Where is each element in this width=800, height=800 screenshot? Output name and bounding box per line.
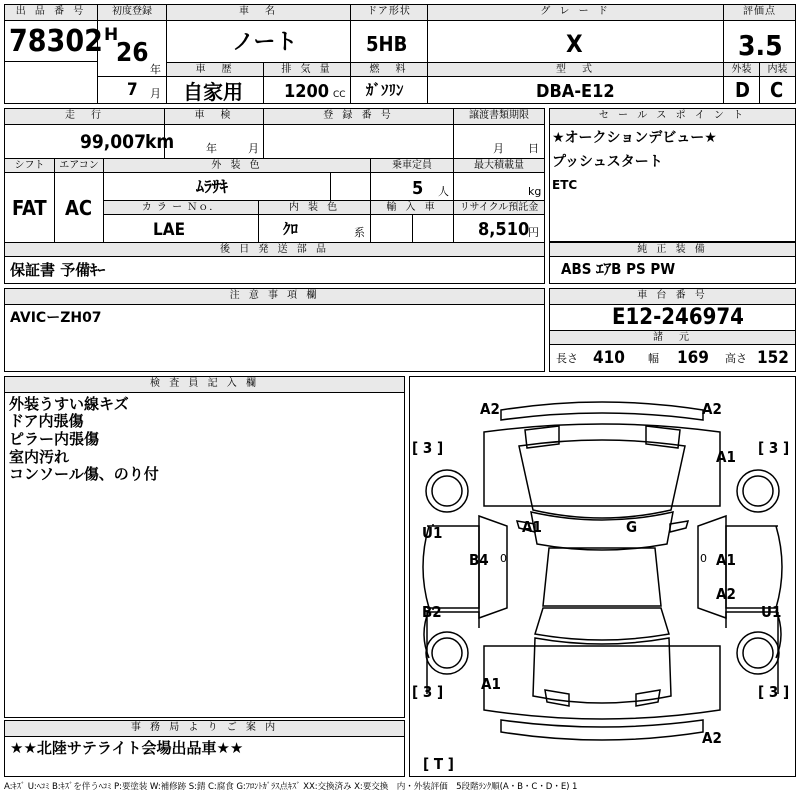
damage-mark-a2-front-right: A2 — [702, 400, 722, 418]
reg-era: H — [104, 25, 119, 45]
inspection-header: 車 検 — [165, 109, 263, 125]
model-code: DBA-E12 — [536, 81, 615, 102]
lot-number: 78302 — [9, 24, 103, 59]
load-header: 最大積載量 — [454, 159, 544, 173]
mileage-unit: km — [145, 131, 175, 153]
later-header: 後 日 発 送 部 品 — [5, 243, 544, 257]
shift-header: シフト — [5, 159, 54, 173]
reg-month-unit: 月 — [150, 87, 161, 100]
later-parts: 保証書 予備ｷｰ — [10, 261, 106, 279]
capacity-header: 乗車定員 — [371, 159, 453, 173]
damage-mark-u1-right: U1 — [761, 603, 782, 621]
damage-mark-a1-right-fender: A1 — [716, 448, 736, 466]
damage-mark-a2-rear: A2 — [702, 729, 722, 747]
office-header: 事 務 局 よ り ご 案 内 — [5, 721, 404, 737]
width-label: 幅 — [648, 352, 659, 365]
legend: A:ｷｽﾞ U:ﾍｺﾐ B:ｷｽﾞを伴うﾍｺﾐ P:要塗装 W:補修跡 S:錆 C:腐食 G:ﾌﾛﾝﾄｶﾞﾗｽ点ｷｽﾞ XX:交換済み X:要交換 内・外装評価 5段階ﾗﾝｸ順(A・B・C・D・E) 1 — [4, 782, 578, 792]
car-name-header: 車 名 — [167, 5, 350, 21]
damage-mark-b4-left-door: B4 — [469, 551, 489, 569]
import-header: 輸 入 車 — [371, 201, 453, 215]
cc-unit: CC — [333, 90, 346, 100]
width: 169 — [677, 348, 709, 368]
history-header: 車 歴 — [167, 63, 263, 77]
notes: AVICーZH07 — [10, 310, 102, 326]
sales-line-1: ★オークションデビュー★ — [552, 130, 717, 146]
interior-score: C — [770, 78, 784, 102]
sales-point-section — [549, 108, 796, 242]
inspection-month-unit: 月 — [248, 142, 259, 155]
reg-month: 7 — [127, 80, 138, 100]
damage-mark-b2-left-rear: B2 — [422, 603, 442, 621]
score-header: 評価点 — [724, 5, 795, 21]
damage-mark-a1-rear-left: A1 — [481, 675, 501, 693]
inspector-line-4: 室内汚れ — [9, 448, 70, 466]
chassis-number: E12-246974 — [612, 305, 744, 330]
equipment: ABS ｴｱB PS PW — [561, 260, 676, 278]
mileage: 99,007 — [80, 131, 146, 153]
sales-line-2: プッシュスタート — [552, 154, 663, 170]
reg-year-unit: 年 — [150, 63, 161, 76]
grade-header: グ レ ー ド — [428, 5, 723, 21]
damage-mark-g-windshield: G — [626, 518, 638, 536]
ext-color-header: 外 装 色 — [104, 159, 370, 173]
car-name: ノート — [232, 30, 298, 55]
ext-color: ﾑﾗｻｷ — [196, 177, 229, 196]
chassis-header: 車 台 番 号 — [550, 289, 795, 305]
door-mark-left: 0 — [500, 552, 507, 565]
capacity-unit: 人 — [438, 185, 449, 198]
transfer-header: 譲渡書類期限 — [454, 109, 544, 125]
int-color: ｸﾛ — [283, 220, 299, 238]
load-unit: kg — [528, 185, 542, 198]
length-label: 長さ — [556, 352, 578, 365]
fuel: ｶﾞｿﾘﾝ — [366, 81, 404, 99]
inspector-line-5: コンソール傷、のり付 — [9, 465, 159, 483]
car-outline — [409, 376, 796, 777]
interior-header: 内装 — [760, 63, 795, 77]
tyre-rear-left: [ 3 ] — [412, 683, 444, 701]
history: 自家用 — [183, 80, 243, 104]
lot-no-header: 出 品 番 号 — [5, 5, 97, 21]
mileage-header: 走 行 — [5, 109, 164, 125]
damage-mark-a2-right-rear: A2 — [716, 585, 736, 603]
displacement: 1200 — [284, 81, 330, 102]
tyre-spare: [ T ] — [423, 755, 454, 773]
transfer-month-unit: 月 — [493, 142, 504, 155]
exterior-score: D — [735, 78, 750, 102]
door-type: 5HB — [366, 32, 408, 56]
damage-mark-a2-front-left: A2 — [480, 400, 500, 418]
inspector-line-2: ドア内張傷 — [9, 412, 84, 430]
door-header: ドア形状 — [351, 5, 427, 21]
sales-line-3: ETC — [552, 178, 578, 192]
height: 152 — [757, 348, 789, 368]
recycle-header: リサイクル預託金 — [454, 201, 544, 215]
length: 410 — [593, 348, 625, 368]
damage-mark-u1-left: U1 — [422, 524, 443, 542]
recycle-fee: 8,510 — [478, 219, 530, 240]
tyre-rear-right: [ 3 ] — [758, 683, 790, 701]
sales-point-header: セ ー ル ス ポ イ ン ト — [550, 109, 795, 125]
ac: AC — [65, 196, 93, 220]
inspector-line-3: ピラー内張傷 — [9, 430, 100, 448]
color-no: LAE — [153, 220, 186, 240]
reg-no-header: 登 録 番 号 — [264, 109, 453, 125]
int-color-unit: 系 — [354, 226, 365, 239]
damage-mark-a1-roof: A1 — [522, 518, 542, 536]
capacity: 5 — [412, 178, 424, 199]
displacement-header: 排 気 量 — [264, 63, 350, 77]
door-mark-right: 0 — [700, 552, 707, 565]
model-header: 型 式 — [428, 63, 723, 77]
grade: X — [566, 30, 583, 58]
inspector-header: 検 査 員 記 入 欄 — [5, 377, 404, 393]
score: 3.5 — [738, 29, 783, 62]
equipment-header: 純 正 装 備 — [550, 243, 795, 257]
first-reg-header: 初度登録 — [98, 5, 166, 21]
fuel-header: 燃 料 — [351, 63, 427, 77]
dims-header: 諸 元 — [550, 331, 795, 345]
int-color-header: 内 装 色 — [259, 201, 370, 215]
damage-mark-a1-right-door: A1 — [716, 551, 736, 569]
tyre-front-right: [ 3 ] — [758, 439, 790, 457]
ac-header: エアコン — [55, 159, 103, 173]
height-label: 高さ — [725, 352, 747, 365]
inspector-line-1: 外装うすい線キズ — [9, 395, 129, 413]
reg-year: 26 — [116, 38, 149, 68]
notes-header: 注 意 事 項 欄 — [5, 289, 544, 305]
exterior-header: 外装 — [724, 63, 759, 77]
transfer-day-unit: 日 — [528, 142, 539, 155]
tyre-front-left: [ 3 ] — [412, 439, 444, 457]
office-note: ★★北陸サテライト会場出品車★★ — [10, 739, 244, 757]
color-no-header: カ ラ ー Ｎｏ． — [104, 201, 258, 215]
recycle-unit: 円 — [528, 226, 539, 239]
inspection-year-unit: 年 — [206, 142, 217, 155]
shift: FAT — [12, 196, 47, 220]
